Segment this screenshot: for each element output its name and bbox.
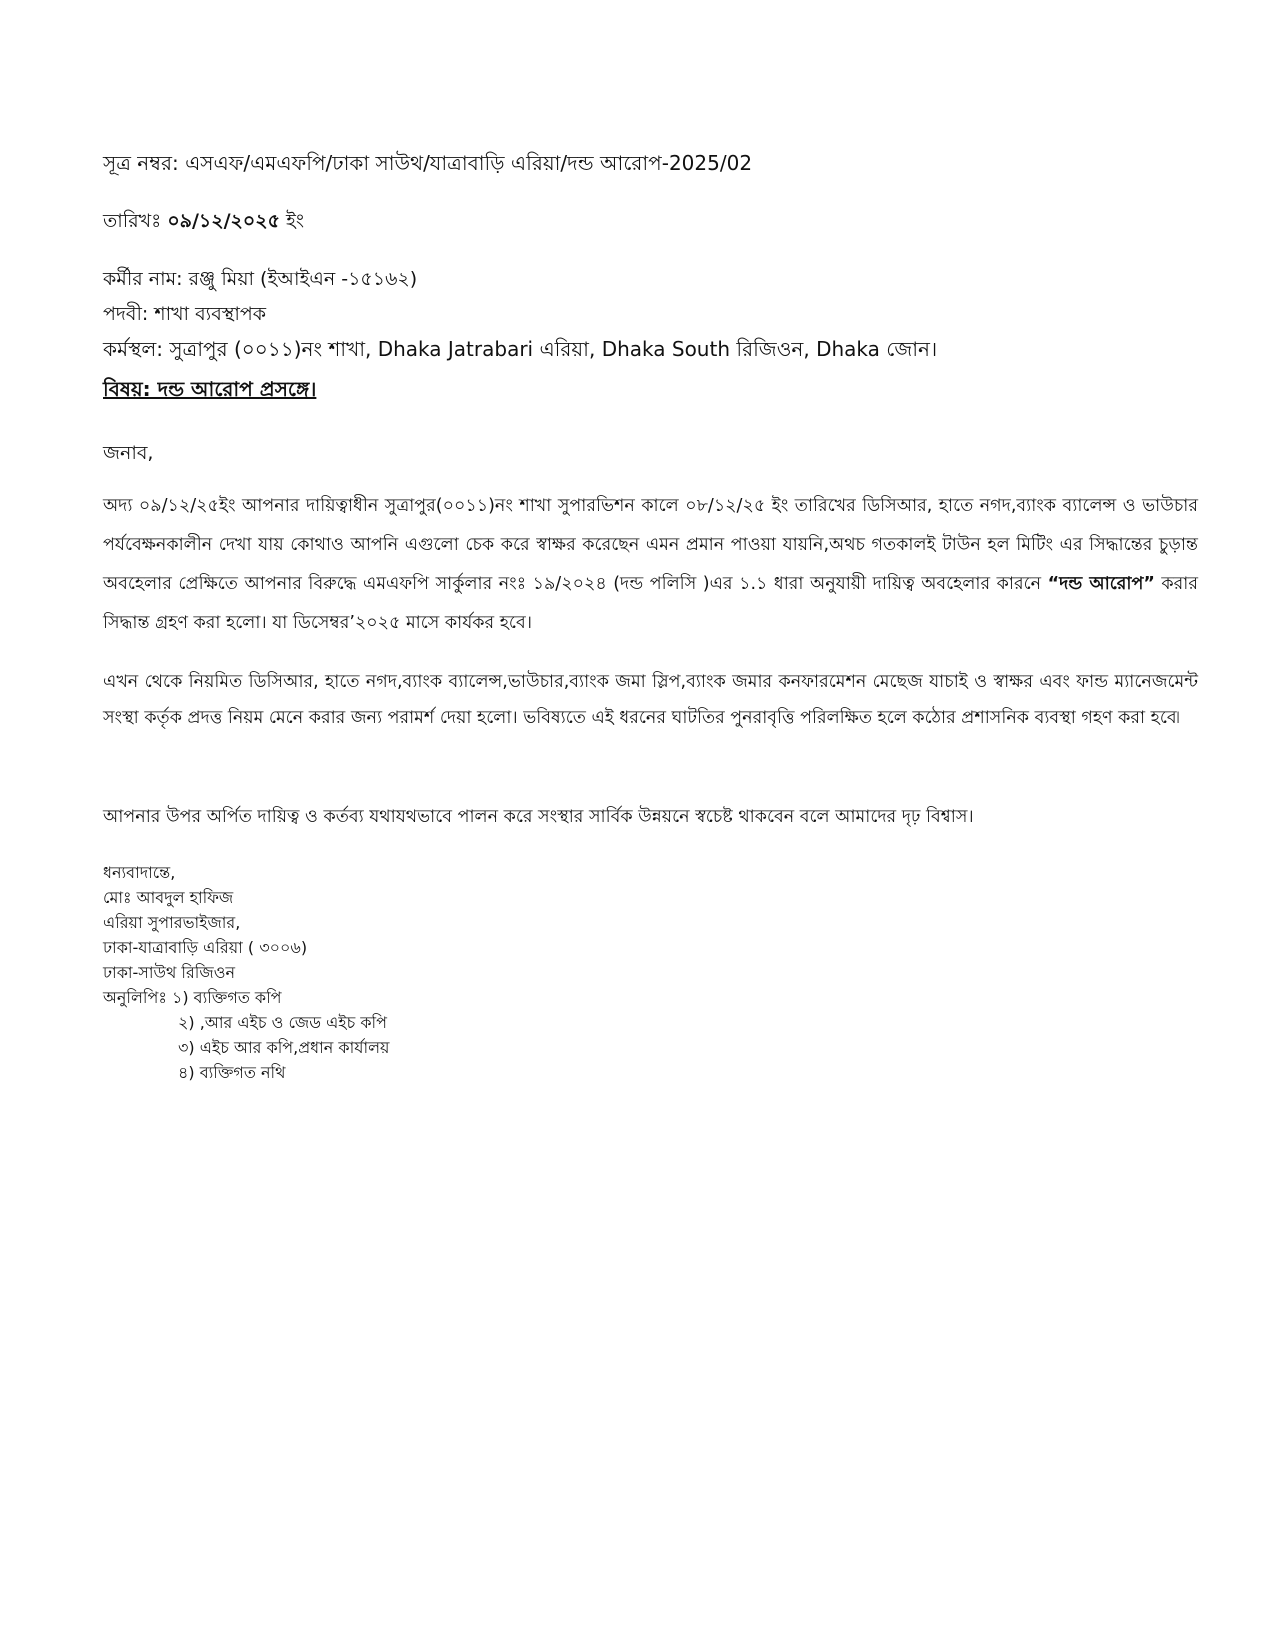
letter-date	[103, 208, 304, 234]
signer-name: মোঃ আবদুল হাফিজ	[103, 888, 234, 907]
employee-designation: পদবী: শাখা ব্যবস্থাপক	[103, 303, 267, 325]
closing-salutation: ধন্যবাদান্তে,	[103, 863, 176, 882]
penalty-emphasis: “দন্ড আরোপ”	[1047, 574, 1155, 594]
cc-item-3: ৩) এইচ আর কপি,প্রধান কার্যালয়	[178, 1038, 390, 1057]
letter-greeting: জনাব,	[103, 442, 154, 464]
date-label: তারিখঃ	[103, 210, 162, 232]
paragraph-1-text-b: করার সিদ্ধান্ত গ্রহণ করা হলো। যা ডিসেম্বর’২০২৫ মাসে কার্যকর হবে।	[103, 574, 1198, 633]
reference-number: সূত্র নম্বর: এসএফ/এমএফপি/ঢাকা সাউথ/যাত্রাবাড়ি এরিয়া/দন্ড আরোপ-2025/02	[103, 151, 753, 175]
employee-name: কর্মীর নাম: রঞ্জু মিয়া (ইআইএন -১৫১৬২)	[103, 268, 418, 290]
cc-item-1: অনুলিপিঃ ১) ব্যক্তিগত কপি	[103, 988, 282, 1007]
employee-workplace: কর্মস্থল: সুত্রাপুর (০০১১)নং শাখা, Dhaka Jatrabari এরিয়া, Dhaka South রিজিওন, Dhaka জোন।	[103, 337, 938, 361]
letter-subject: বিষয়: দন্ড আরোপ প্রসঙ্গে।	[103, 377, 317, 401]
body-paragraph-2: এখন থেকে নিয়মিত ডিসিআর, হাতে নগদ,ব্যাংক ব্যালেন্স,ভাউচার,ব্যাংক জমা স্লিপ,ব্যাংক জমার কনফারমেশন মেছেজ যাচাই ও স্বাক্ষর এবং ফান্ড ম্যানেজমেন্ট সংস্থা কর্তৃক প্রদত্ত নিয়ম মেনে করার জন্য পরামর্শ দেয়া হলো। ভবিষ্যতে এই ধরনের ঘাটতির পুনরাবৃত্তি পরিলক্ষিত হলে কঠোর প্রশাসনিক ব্যবস্থা গহণ করা হবে৷	[103, 672, 1198, 728]
date-value: ০৯/১২/২০২৫	[167, 210, 280, 232]
signature-block	[103, 860, 307, 1010]
cc-item-4: ৪) ব্যক্তিগত নথি	[178, 1063, 286, 1082]
body-paragraph-1	[103, 487, 1198, 643]
signer-area: ঢাকা-যাত্রাবাড়ি এরিয়া ( ৩০০৬)	[103, 938, 308, 957]
signer-title: এরিয়া সুপারভাইজার,	[103, 913, 241, 932]
paragraph-1-text-a: অদ্য ০৯/১২/২৫ইং আপনার দায়িত্বাধীন সুত্রাপুর(০০১১)নং শাখা সুপারভিশন কালে ০৮/১২/২৫ ইং তারিখের ডিসিআর, হাতে নগদ,ব্যাংক ব্যালেন্স ও ভাউচার পর্যবেক্ষনকালীন দেখা যায় কোথাও আপনি এগুলো চেক করে স্বাক্ষর করেছেন এমন প্রমান পাওয়া যায়নি,অথচ গতকালই টাউন হল মিটিং এর সিদ্ধান্তের চুড়ান্ত অবহেলার প্রেক্ষিতে আপনার বিরুদ্ধে এমএফপি সার্কুলার নংঃ ১৯/২০২৪ (দন্ড পলিসি )এর ১.১ ধারা অনুযায়ী দায়িত্ব অবহেলার কারনে	[103, 496, 1198, 594]
date-suffix: ইং	[286, 210, 305, 232]
signer-region: ঢাকা-সাউথ রিজিওন	[103, 963, 236, 982]
body-paragraph-3: আপনার উপর অর্পিত দায়িত্ব ও কর্তব্য যথাযথভাবে পালন করে সংস্থার সার্বিক উন্নয়নে স্বচেষ্ট থাকবেন বলে আমাদের দৃঢ় বিশ্বাস।	[103, 807, 974, 827]
cc-item-2: ২) ,আর এইচ ও জেড এইচ কপি	[178, 1013, 387, 1032]
